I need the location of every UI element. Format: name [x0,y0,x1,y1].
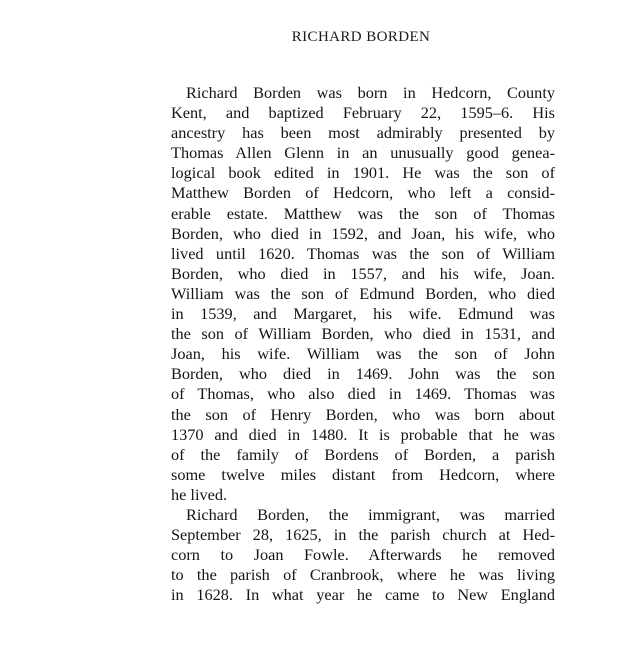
text-line: September 28, 1625, in the parish church at Hed- [171,525,555,545]
text-line: some twelve miles distant from Hedcorn, where [171,464,555,484]
text-line: the son of William Borden, who died in 1531, and [171,324,555,344]
text-line: he lived. [171,484,228,504]
text-line: of Thomas, who also died in 1469. Thomas was [171,384,555,404]
text-line: lived until 1620. Thomas was the son of William [171,243,555,263]
text-line: in 1539, and Margaret, his wife. Edmund was [171,304,555,324]
text-line: Richard Borden was born in Hedcorn, County [186,83,555,102]
text-line: Matthew Borden of Hedcorn, who left a consid- [171,183,555,203]
text-line: logical book edited in 1901. He was the son of [171,163,555,183]
page-title: RICHARD BORDEN [291,29,431,45]
text-line: the son of Henry Borden, who was born about [171,404,555,424]
text-line: Borden, who died in 1557, and his wife, Joan. [171,263,555,283]
text-line: Borden, who died in 1469. John was the son [171,364,555,384]
text-line: Kent, and baptized February 22, 1595–6. His [171,103,555,123]
paragraph-2 [171,505,555,605]
text-line: William was the son of Edmund Borden, who died [171,283,555,303]
text-line: to the parish of Cranbrook, where he was living [171,565,555,585]
text-line: erable estate. Matthew was the son of Thomas [171,203,555,223]
body-text [171,83,555,605]
text-line: Richard Borden, the immigrant, was married [186,504,555,524]
text-line: Borden, who died in 1592, and Joan, his wife, who [171,223,555,243]
text-line: of the family of Bordens of Borden, a parish [171,444,555,464]
text-line: corn to Joan Fowle. Afterwards he removed [171,545,555,565]
text-line: 1370 and died in 1480. It is probable that he was [171,424,555,444]
paragraph-1 [171,83,555,505]
text-line: Joan, his wife. William was the son of John [171,344,555,364]
text-line: ancestry has been most admirably presented by [171,123,555,143]
text-line: in 1628. In what year he came to New England [171,585,555,605]
text-line: Thomas Allen Glenn in an unusually good genea- [171,143,555,163]
